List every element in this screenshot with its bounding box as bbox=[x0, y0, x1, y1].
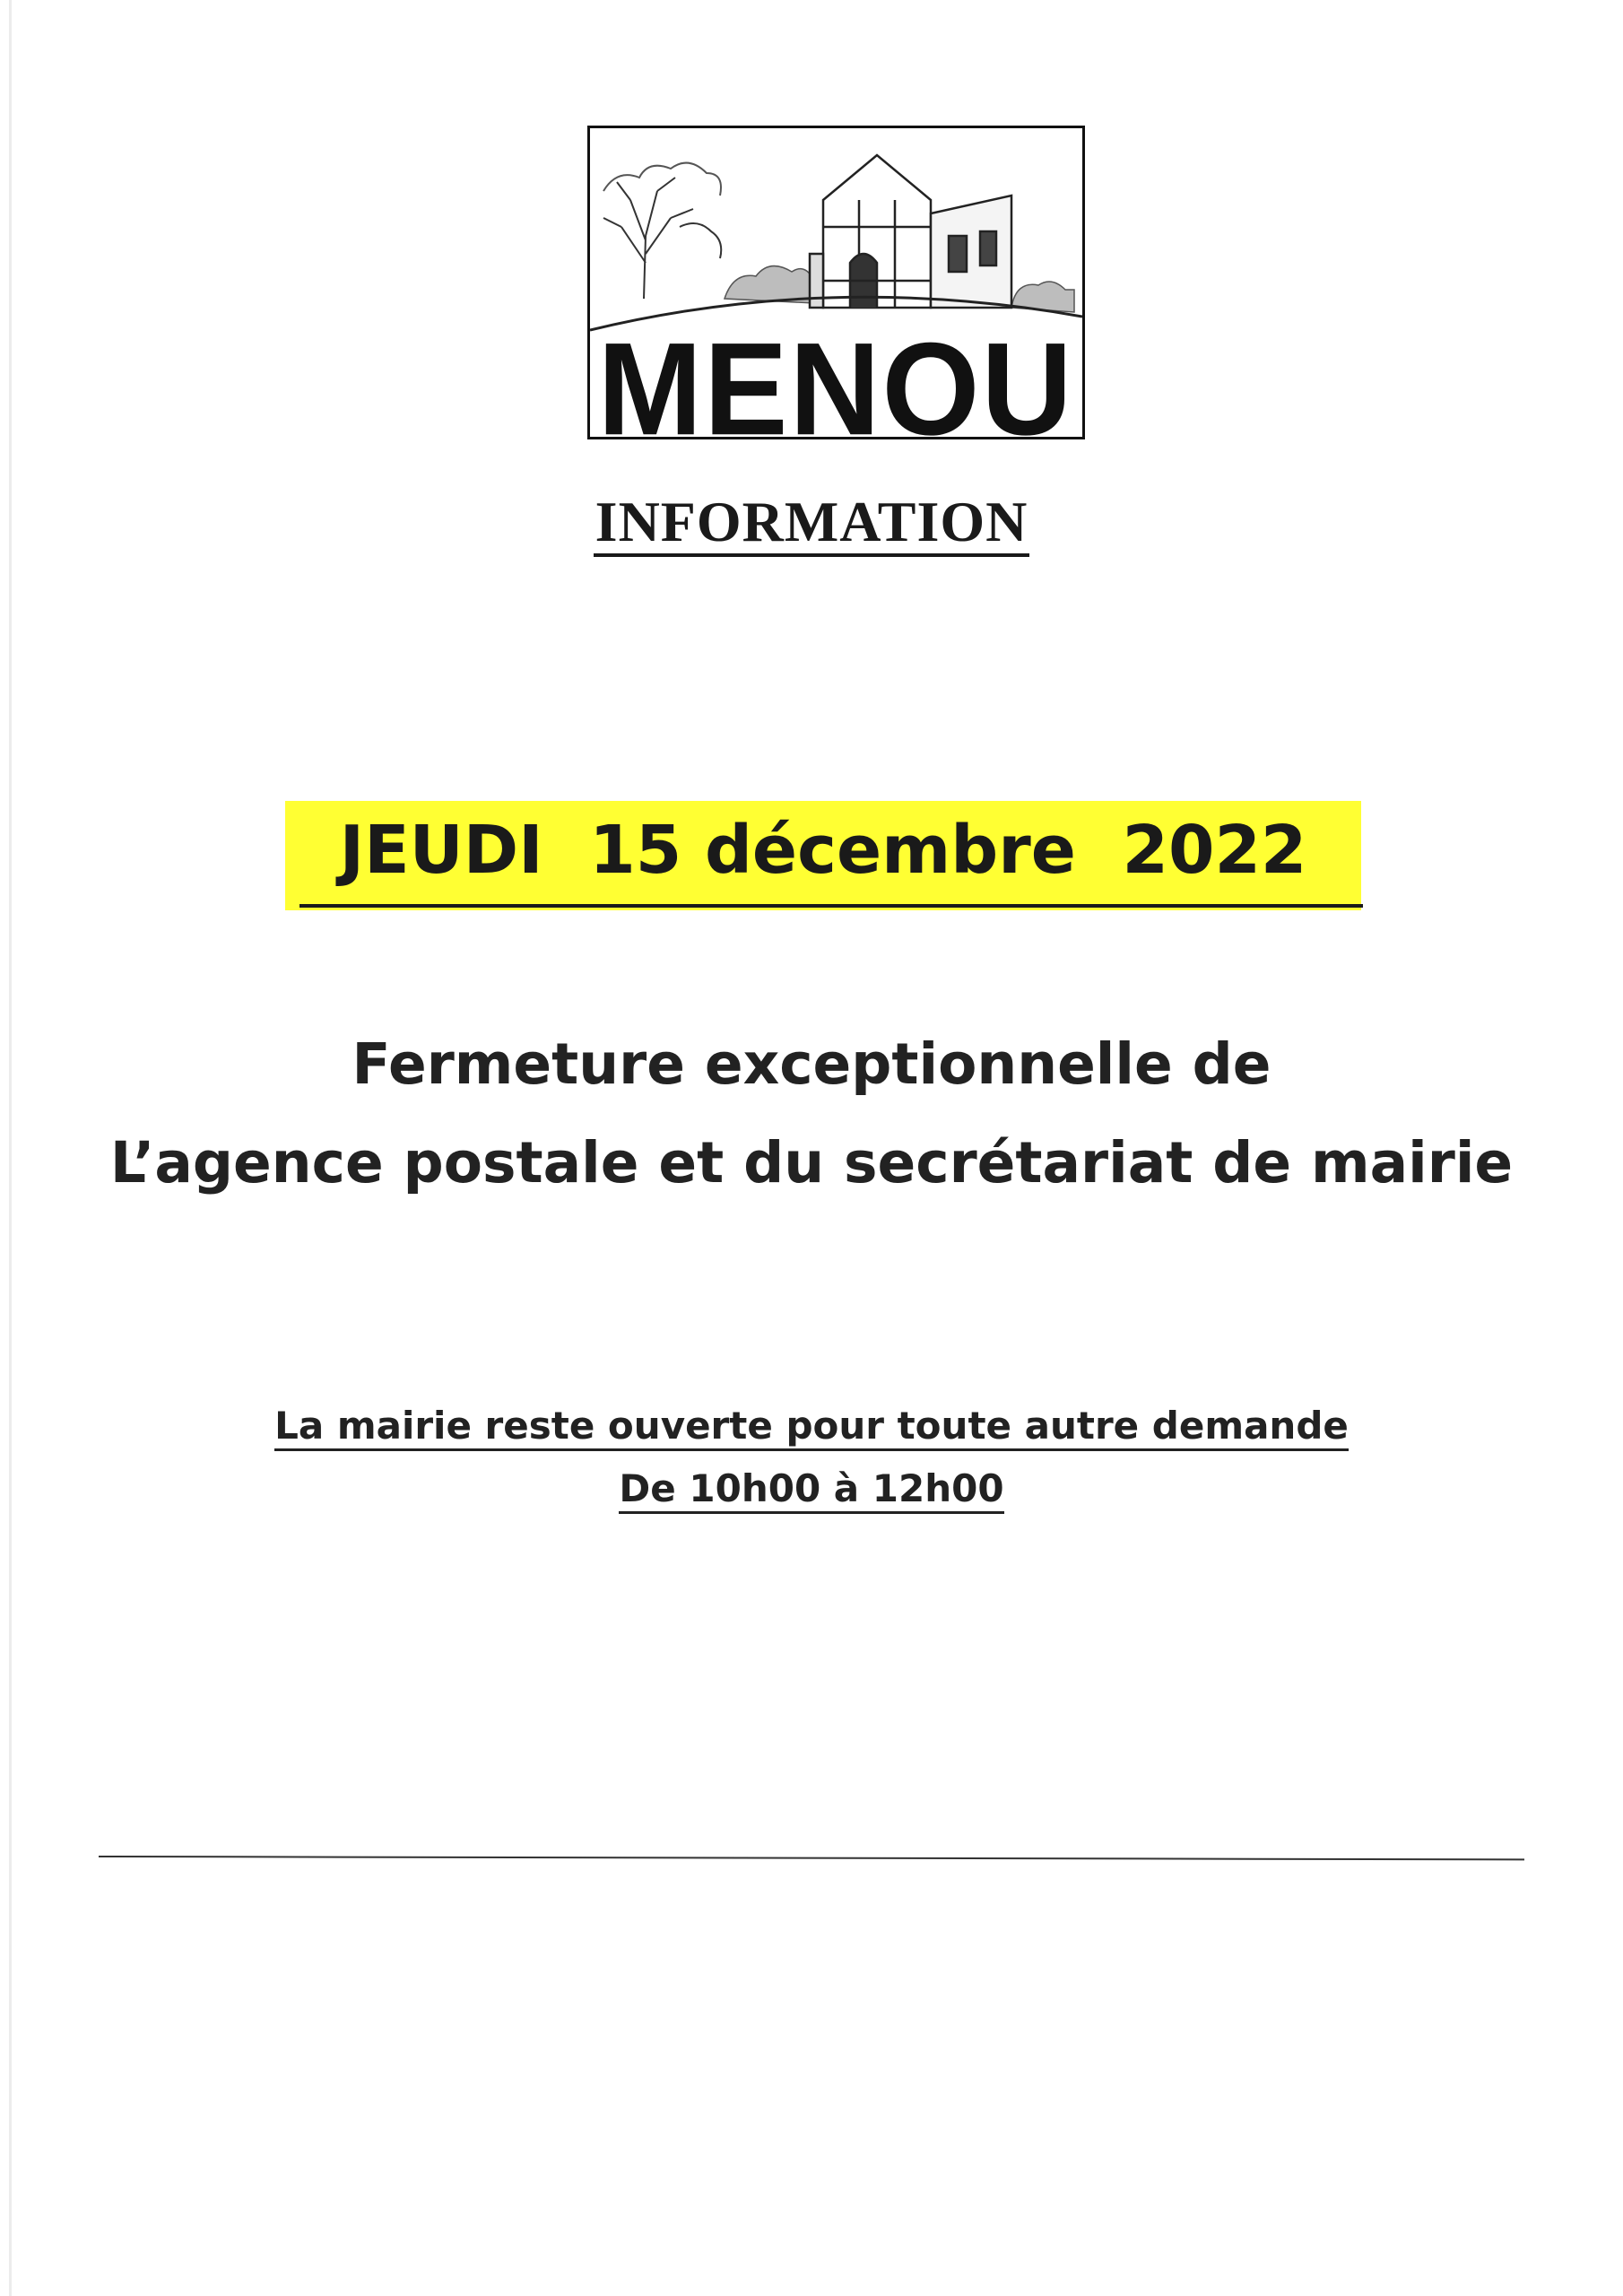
date-underline bbox=[299, 904, 1363, 908]
page-title bbox=[0, 489, 1623, 557]
tree-drawing bbox=[603, 163, 721, 299]
notice-date: JEUDI 15 décembre 2022 bbox=[339, 812, 1307, 889]
church-illustration bbox=[590, 128, 1082, 437]
closure-line-1: Fermeture exceptionnelle de bbox=[352, 1031, 1271, 1097]
opening-notice bbox=[0, 1395, 1623, 1520]
menou-logo bbox=[587, 126, 1085, 439]
logo-text: MENOU bbox=[597, 316, 1074, 437]
closure-notice bbox=[0, 1015, 1623, 1213]
opening-hours: De 10h00 à 12h00 bbox=[619, 1466, 1003, 1514]
opening-line-1: La mairie reste ouverte pour toute autre demande bbox=[274, 1404, 1349, 1451]
closure-line-2: L’agence postale et du secrétariat de mairie bbox=[109, 1130, 1514, 1196]
page-title-text: INFORMATION bbox=[594, 491, 1030, 557]
church-drawing bbox=[810, 155, 1011, 308]
bottom-divider bbox=[99, 1856, 1524, 1860]
